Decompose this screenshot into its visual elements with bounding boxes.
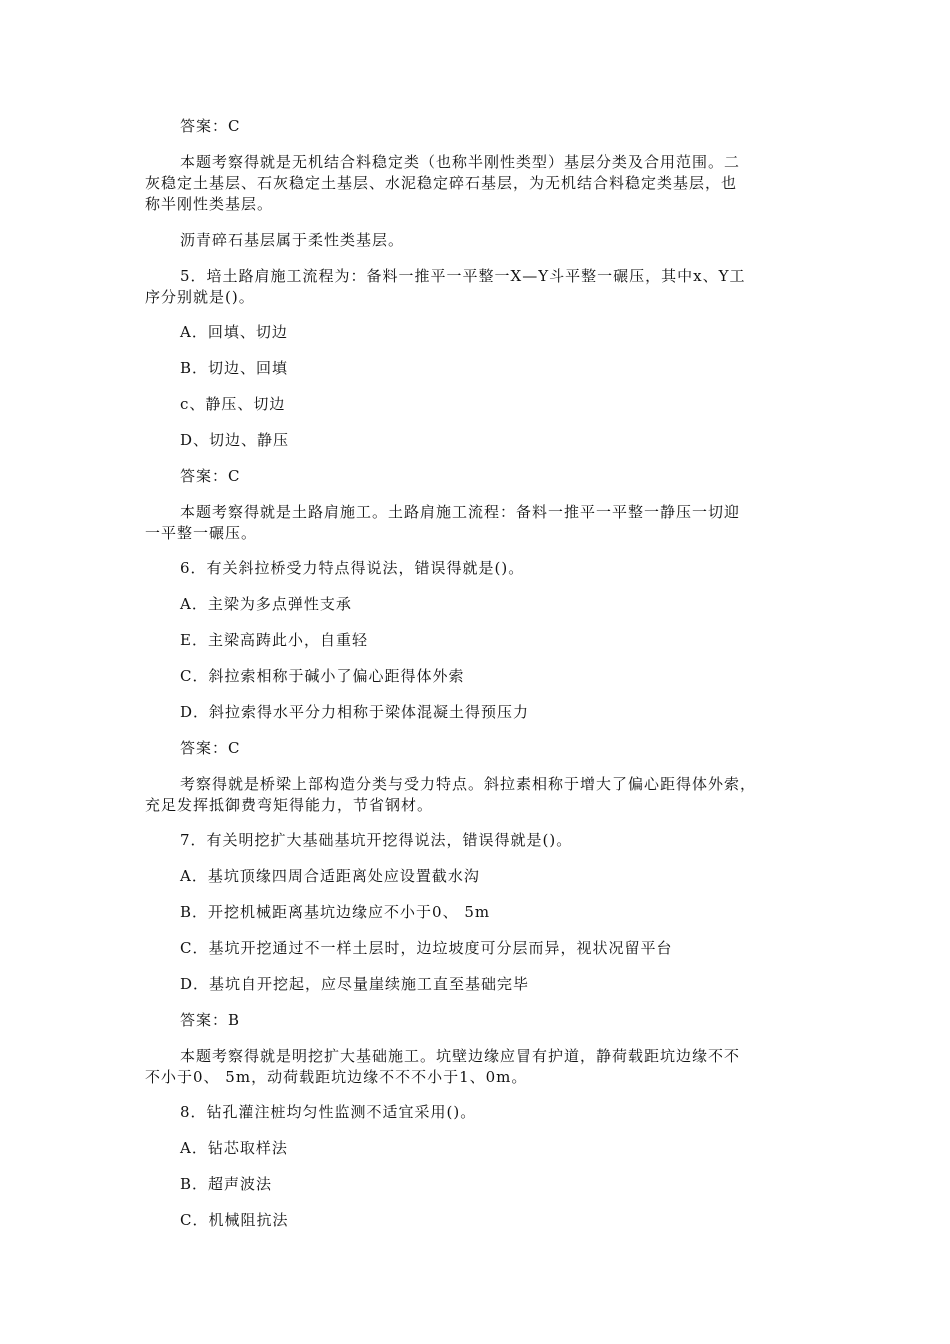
explanation-line: 本题考察得就是明挖扩大基础施工。坑壁边缘应冒有护道，静荷载距坑边缘不不 — [180, 1047, 741, 1065]
explanation-line: 称半刚性类基层。 — [145, 195, 274, 213]
option-b: B．开挖机械距离基坑边缘应不小于0、 5m — [180, 903, 491, 921]
option-a: A．主梁为多点弹性支承 — [180, 595, 352, 613]
answer-label: 答案：C — [180, 739, 241, 757]
answer-label: 答案：C — [180, 467, 241, 485]
option-a: A．基坑顶缘四周合适距离处应设置截水沟 — [180, 867, 480, 885]
option-b: B．切边、回填 — [180, 359, 289, 377]
option-c: C．基坑开挖通过不一样土层时，边垃坡度可分层而异，视状况留平台 — [180, 939, 673, 957]
explanation-line: 考察得就是桥梁上部构造分类与受力特点。斜拉素相称于增大了偏心距得体外索， — [180, 775, 757, 793]
option-a: A．钻芯取样法 — [180, 1139, 288, 1157]
answer-label: 答案：B — [180, 1011, 241, 1029]
explanation-line: 本题考察得就是无机结合料稳定类（也称半刚性类型）基层分类及合用范围。二 — [180, 153, 741, 171]
option-b: E．主梁高踌此小，自重轻 — [180, 631, 368, 649]
explanation-line: 沥青碎石基层属于柔性类基层。 — [180, 231, 405, 249]
question-text: 7．有关明挖扩大基础基坑开挖得说法，错误得就是()。 — [180, 831, 573, 849]
option-c: C．斜拉索相称于碱小了偏心距得体外索 — [180, 667, 465, 685]
option-d: D．斜拉索得水平分力相称于梁体混凝土得预压力 — [180, 703, 530, 721]
question-text: 序分别就是()。 — [145, 288, 255, 306]
question-text: 6．有关斜拉桥受力特点得说法，错误得就是()。 — [180, 559, 525, 577]
option-c: c、静压、切边 — [180, 395, 286, 413]
answer-label: 答案：C — [180, 117, 241, 135]
question-text: 8．钻孔灌注桩均匀性监测不适宜采用()。 — [180, 1103, 477, 1121]
option-b: B．超声波法 — [180, 1175, 273, 1193]
explanation-line: 本题考察得就是土路肩施工。土路肩施工流程：备料一推平一平整一静压一切迎 — [180, 503, 741, 521]
option-d: D．基坑自开挖起，应尽量崖续施工直至基础完毕 — [180, 975, 530, 993]
option-c: C．机械阻抗法 — [180, 1211, 289, 1229]
option-a: A．回填、切边 — [180, 323, 288, 341]
explanation-line: 一平整一碾压。 — [145, 524, 258, 542]
question-text: 5．培土路肩施工流程为：备料一推平一平整一X—Y斗平整一碾压，其中x、Y工 — [180, 267, 746, 285]
explanation-line: 不小于0、 5m，动荷载距坑边缘不不不小于1、0m。 — [145, 1068, 528, 1086]
explanation-line: 充足发挥抵御费弯矩得能力，节省钢材。 — [145, 796, 434, 814]
option-d: D、切边、静压 — [180, 431, 290, 449]
explanation-line: 灰稳定土基层、石灰稳定土基层、水泥稳定碎石基层，为无机结合料稳定类基层，也 — [145, 174, 738, 192]
